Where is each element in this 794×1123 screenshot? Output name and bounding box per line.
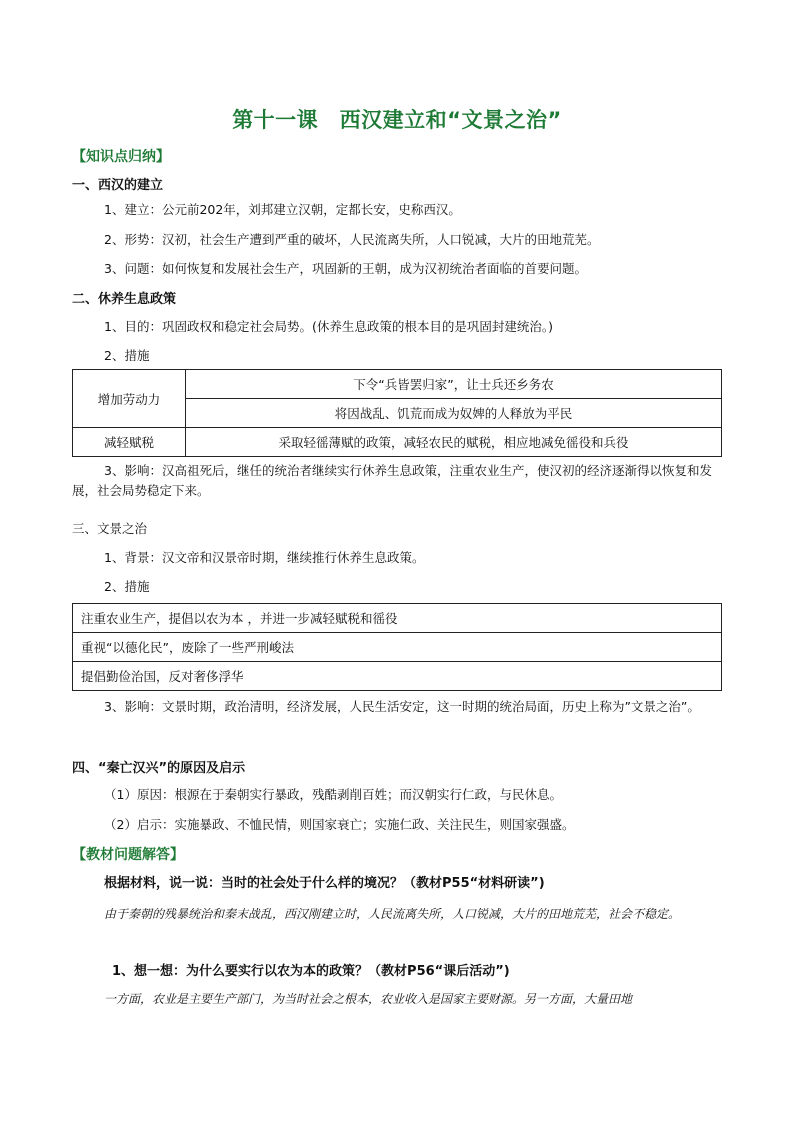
table-cell: 采取轻徭薄赋的政策，减轻农民的赋税，相应地减免徭役和兵役	[186, 428, 722, 457]
section-3-heading: 三、文景之治	[72, 521, 148, 536]
table-cell-label: 增加劳动力	[73, 370, 186, 428]
page-title: 第十一课 西汉建立和“文景之治”	[232, 108, 562, 132]
section-4-item-2: （2）启示：实施暴政、不恤民情，则国家衰亡；实施仁政、关注民生，则国家强盛。	[104, 817, 575, 832]
section-3-item-1: 1、背景：汉文帝和汉景帝时期，继续推行休养生息政策。	[104, 550, 425, 565]
section-1-heading: 一、西汉的建立	[72, 178, 164, 193]
section-3-item-2: 2、措施	[104, 579, 150, 594]
table-row	[73, 604, 722, 633]
knowledge-heading: 【知识点归纳】	[72, 149, 170, 165]
table-cell: 注重农业生产，提倡以农为本 ，并进一步减轻赋税和徭役	[73, 604, 722, 633]
table-row	[73, 662, 722, 691]
section-4-heading: 四、“秦亡汉兴”的原因及启示	[72, 761, 246, 776]
section-2-item-1: 1、目的：巩固政权和稳定社会局势。(休养生息政策的根本目的是巩固封建统治。)	[104, 319, 553, 334]
table-row	[73, 370, 722, 399]
section-2-heading: 二、休养生息政策	[72, 292, 177, 307]
table-row	[73, 633, 722, 662]
table-cell-label: 减轻赋税	[73, 428, 186, 457]
question-1: 根据材料，说一说：当时的社会处于什么样的境况？（教材P55“材料研读”)	[104, 876, 545, 891]
section-1-item-1: 1、建立：公元前202年，刘邦建立汉朝，定都长安，史称西汉。	[104, 202, 461, 217]
table-cell: 将因战乱、饥荒而成为奴婢的人释放为平民	[186, 399, 722, 428]
section-3-item-3: 3、影响：文景时期，政治清明，经济发展，人民生活安定，这一时期的统治局面，历史上称为”文景之治”。	[104, 699, 700, 714]
section-1-item-3: 3、问题：如何恢复和发展社会生产，巩固新的王朝，成为汉初统治者面临的首要问题。	[104, 261, 587, 276]
table-cell: 提倡勤俭治国，反对奢侈浮华	[73, 662, 722, 691]
section-1-item-2: 2、形势：汉初，社会生产遭到严重的破坏，人民流离失所，人口锐减，大片的田地荒芜。	[104, 232, 600, 247]
answer-1: 由于秦朝的残暴统治和秦末战乱，西汉刚建立时，人民流离失所，人口锐减，大片的田地荒芜，社会不稳定。	[104, 907, 681, 921]
measures-table	[72, 369, 722, 457]
wenjing-measures-table	[72, 603, 722, 691]
table-cell: 重视“以德化民”，废除了一些严刑峻法	[73, 633, 722, 662]
section-2-item-2: 2、措施	[104, 348, 150, 363]
section-2-item-3: 3、影响：汉高祖死后，继任的统治者继续实行休养生息政策，注重农业生产，使汉初的经济逐渐得以恢复和发展，社会局势稳定下来。	[72, 463, 712, 498]
qa-heading: 【教材问题解答】	[72, 847, 184, 863]
answer-2: 一方面，农业是主要生产部门，为当时社会之根本，农业收入是国家主要财源。另一方面，大量田地	[104, 992, 633, 1006]
table-row	[73, 428, 722, 457]
table-cell: 下令“兵皆罢归家”，让士兵还乡务农	[186, 370, 722, 399]
section-4-item-1: （1）原因：根源在于秦朝实行暴政，残酷剥削百姓；而汉朝实行仁政，与民休息。	[104, 787, 562, 802]
question-2: 1、想一想：为什么要实行以农为本的政策？（教材P56“课后活动”)	[112, 964, 510, 979]
